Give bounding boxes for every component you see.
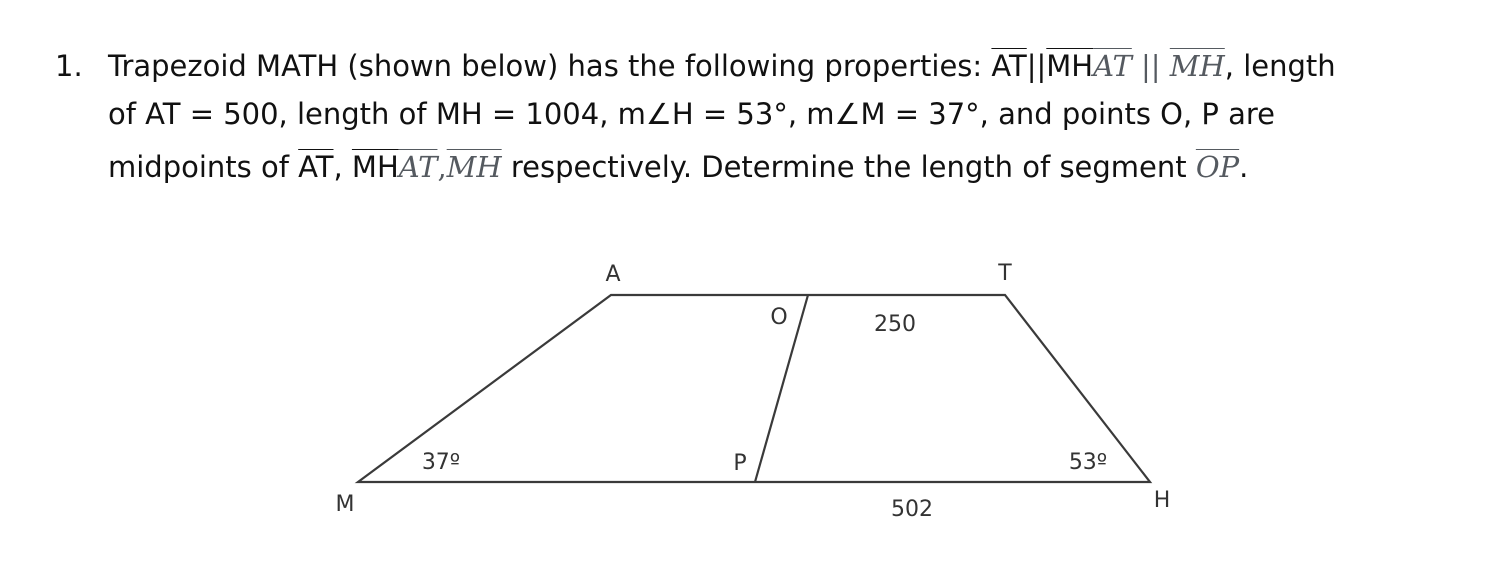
segment-mh-plain: $\overline{MH}$ [1046,49,1094,83]
line3-end: . [1239,150,1249,184]
point-label-o: O [770,305,788,330]
segment-at-math-2: $\overline{AT}$ [398,150,438,184]
angle-label-h: 53º [1068,450,1108,475]
segment-at-math: $\overline{AT}$ [1093,49,1132,83]
point-label-p: P [733,451,747,476]
parallel-symbol-math: || [1131,49,1170,83]
segment-mh-math: $\overline{MH}$ [1169,49,1225,83]
segment-mh-math-2: $\overline{MH}$ [446,150,502,184]
vertex-label-h: H [1153,488,1171,513]
segment-op-math: $\overline{OP}$ [1195,150,1240,184]
segment-mh-plain-2: $\overline{MH}$ [351,150,399,184]
angle-label-m: 37º [421,450,461,475]
parallel-symbol-plain: || [1026,49,1047,83]
comma-math: , [437,150,447,184]
line2-text: of AT = 500, length of MH = 1004, m∠H = 53°, m∠M = 37°, and points O, P are [108,97,1276,131]
vertex-label-m: M [335,492,355,517]
vertex-label-t: T [998,261,1012,286]
trapezoid-math-outline [358,295,1150,482]
length-label-ot: 250 [874,312,916,337]
line3-intro: midpoints of [108,150,299,184]
segment-at-plain-2: $\overline{AT}$ [298,150,334,184]
problem-number: 1. [55,49,83,83]
line1-tail: , length [1224,49,1336,83]
line3-middle: respectively. Determine the length of segment [501,150,1196,184]
comma-plain: , [333,150,352,184]
length-label-ph: 502 [891,497,933,522]
vertex-label-a: A [605,262,621,287]
line1-intro: Trapezoid MATH (shown below) has the following properties: [108,49,992,83]
segment-at-plain: $\overline{AT}$ [991,49,1027,83]
